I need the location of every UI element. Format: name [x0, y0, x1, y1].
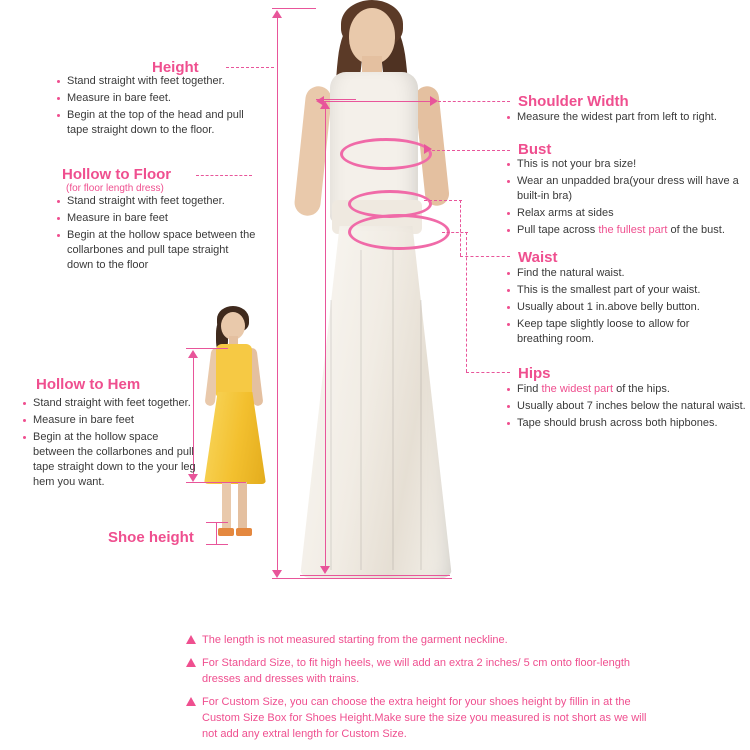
hollow-to-floor-bullet-3: Begin at the hollow space between the collarbones and pull tape straight down to the floor — [56, 228, 256, 273]
hollow-to-floor-bullet-2: Measure in bare feet — [56, 211, 256, 226]
bust-bullet-3: Relax arms at sides — [506, 206, 742, 221]
hips-bullet-2: Usually about 7 inches below the natural waist. — [506, 399, 746, 414]
waist-bullet-3: Usually about 1 in.above belly button. — [506, 300, 738, 315]
bust-bullet-4-post: of the bust. — [667, 224, 725, 236]
waist-label: Waist — [518, 249, 558, 266]
height-bullet-1: Stand straight with feet together. — [56, 74, 261, 89]
hollow-to-hem-label: Hollow to Hem — [36, 376, 141, 393]
bust-label: Bust — [518, 141, 552, 158]
note-1: The length is not measured starting from the garment neckline. — [186, 632, 656, 648]
waist-bullet-4: Keep tape slightly loose to allow for breathing room. — [506, 317, 738, 347]
hollow-to-floor-bullet-1: Stand straight with feet together. — [56, 194, 256, 209]
hollow-to-hem-bullets — [22, 396, 200, 492]
hollow-to-floor-sublabel: (for floor length dress) — [66, 183, 164, 194]
height-bullets — [56, 74, 261, 140]
hollow-to-hem-bullet-1: Stand straight with feet together. — [22, 396, 200, 411]
height-bullet-2: Measure in bare feet. — [56, 91, 261, 106]
height-label: Height — [152, 59, 199, 76]
height-bullet-3: Begin at the top of the head and pull tape straight down to the floor. — [56, 108, 261, 138]
hollow-to-hem-bullet-2: Measure in bare feet — [22, 413, 200, 428]
hips-bullet-1 — [506, 382, 746, 397]
hollow-to-floor-label: Hollow to Floor — [62, 166, 172, 183]
hips-bullets — [506, 382, 746, 433]
shoulder-width-label: Shoulder Width — [518, 93, 629, 110]
bust-bullet-4-pre: Pull tape across — [517, 224, 599, 236]
hollow-to-floor-bullets — [56, 194, 256, 275]
note-3: For Custom Size, you can choose the extra height for your shoes height by fillin in at the Custom Size Box for Shoes Height.Make sure the size you measured is not short as we will not add any extral length for Custom Size. — [186, 694, 656, 742]
bust-bullet-4-highlight: the fullest part — [598, 224, 668, 236]
bust-bullet-2: Wear an unpadded bra(your dress will have a built-in bra) — [506, 174, 742, 204]
shoe-height-label: Shoe height — [108, 529, 194, 546]
hips-label: Hips — [518, 365, 551, 382]
height-leader-line — [226, 67, 274, 68]
notes-list — [186, 632, 656, 749]
hips-bullet-3: Tape should brush across both hipbones. — [506, 416, 746, 431]
bust-bullets — [506, 157, 742, 240]
shoulder-width-bullet-1: Measure the widest part from left to right. — [506, 110, 746, 125]
waist-bullets — [506, 266, 738, 349]
hollow-to-floor-leader-line — [196, 175, 252, 176]
bust-bullet-4 — [506, 223, 742, 238]
note-2: For Standard Size, to fit high heels, we will add an extra 2 inches/ 5 cm onto floor-length dresses and dresses with trains. — [186, 655, 656, 687]
waist-bullet-2: This is the smallest part of your waist. — [506, 283, 738, 298]
waist-bullet-1: Find the natural waist. — [506, 266, 738, 281]
shoulder-width-bullets — [506, 110, 746, 127]
bust-bullet-1: This is not your bra size! — [506, 157, 742, 172]
hollow-to-hem-bullet-3: Begin at the hollow space between the collarbones and pull tape straight down to the your leg hem you want. — [22, 430, 200, 490]
hips-bullet-1-pre: Find — [517, 383, 542, 395]
hips-bullet-1-post: of the hips. — [613, 383, 670, 395]
hips-bullet-1-highlight: the widest part — [541, 383, 614, 395]
